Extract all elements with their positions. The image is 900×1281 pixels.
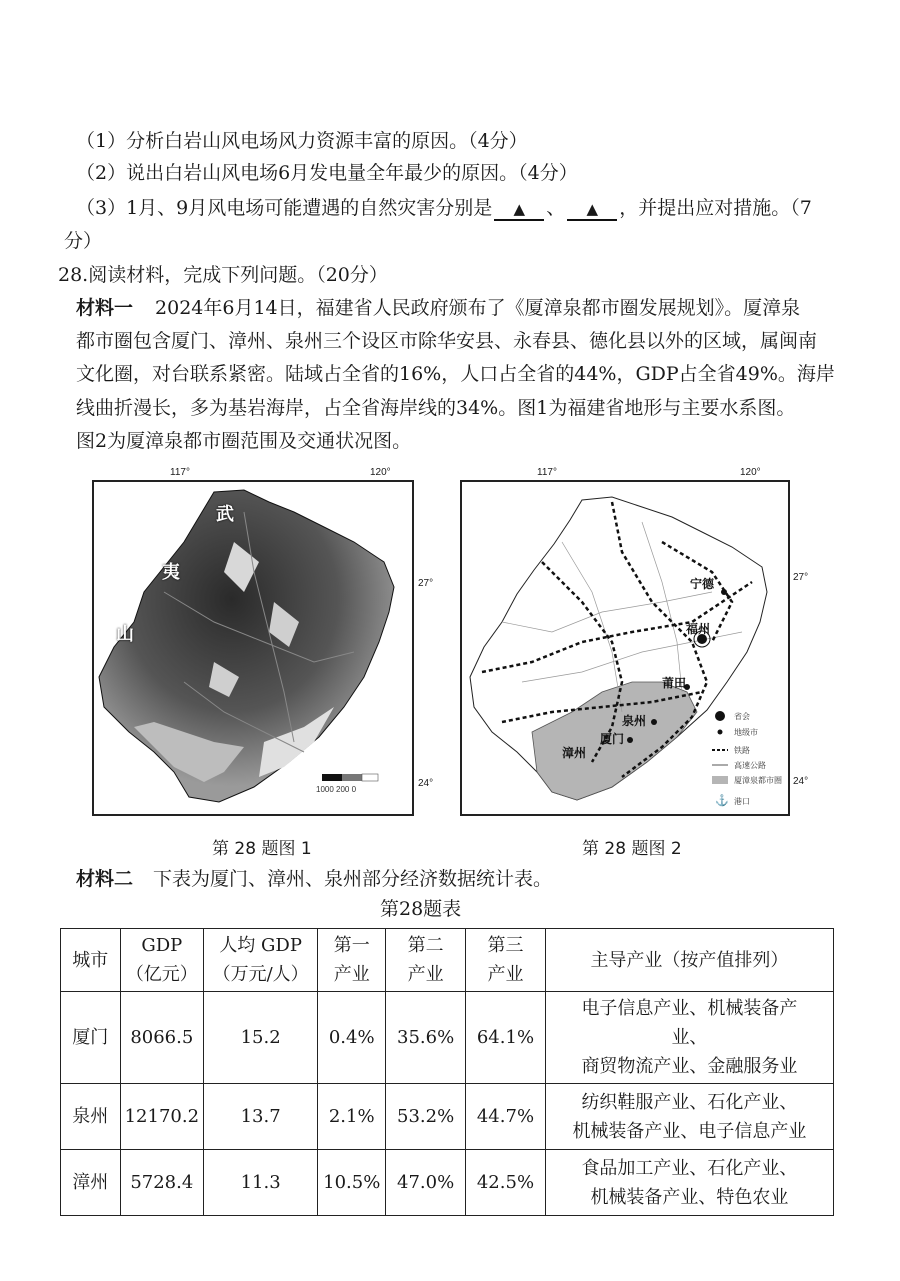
cell-secondary: 35.6%	[386, 992, 466, 1084]
city-xiamen: 厦门	[600, 732, 625, 746]
cell-secondary: 53.2%	[386, 1084, 466, 1150]
city-ningde: 宁德	[690, 577, 715, 591]
terrain-map-graphic	[94, 482, 412, 814]
material-1-line-4: 线曲折漫长，多为基岩海岸，占全省海岸线的34%。图1为福建省地形与主要水系图。	[76, 397, 796, 419]
material-2-text: 下表为厦门、漳州、泉州部分经济数据统计表。	[153, 868, 553, 890]
mountain-char-3: 山	[116, 624, 134, 645]
cell-city: 厦门	[61, 992, 121, 1084]
cell-industries: 食品加工产业、石化产业、 机械装备产业、特色农业	[545, 1150, 833, 1216]
header-leading-industries: 主导产业（按产值排列）	[545, 929, 833, 992]
cell-primary: 10.5%	[318, 1150, 386, 1216]
material-1-label: 材料一	[76, 297, 134, 319]
answer-blank-1[interactable]: ▲	[494, 199, 544, 221]
q28-heading: 28.阅读材料，完成下列问题。（20分）	[58, 264, 388, 286]
cell-secondary: 47.0%	[386, 1150, 466, 1216]
table-title: 第28题表	[380, 898, 462, 920]
table-row	[61, 992, 834, 1084]
legend-metro-area: 厦漳泉都市圈	[734, 776, 782, 785]
header-gdp: GDP （亿元）	[120, 929, 203, 992]
question-1: （1）分析白岩山风电场风力资源丰富的原因。（4分）	[76, 130, 528, 152]
table-header-row	[61, 929, 834, 992]
cell-per-capita: 15.2	[204, 992, 318, 1084]
answer-blank-2[interactable]: ▲	[567, 199, 617, 221]
map1-lon-left: 117°	[170, 467, 190, 478]
svg-text:⚓: ⚓	[715, 794, 729, 807]
map2-caption: 第 28 题图 2	[582, 839, 682, 859]
material-1-text: 2024年6月14日，福建省人民政府颁布了《厦漳泉都市圈发展规划》。厦漳泉	[155, 297, 801, 319]
cell-city: 泉州	[61, 1084, 121, 1150]
map1-lon-right: 120°	[370, 467, 391, 478]
cell-primary: 2.1%	[318, 1084, 386, 1150]
header-primary-industry: 第一 产业	[318, 929, 386, 992]
city-quanzhou: 泉州	[622, 714, 647, 728]
question-2: （2）说出白岩山风电场6月发电量全年最少的原因。（4分）	[76, 162, 578, 184]
cell-per-capita: 11.3	[204, 1150, 318, 1216]
question-3-separator: 、	[546, 197, 566, 219]
legend-prefecture-city: 地级市	[734, 728, 758, 737]
cell-tertiary: 44.7%	[466, 1084, 546, 1150]
question-3-text: （3）1月、9月风电场可能遭遇的自然灾害分别是	[76, 197, 493, 219]
question-3-text-end: ，并提出应对措施。（7	[619, 197, 812, 219]
cell-tertiary: 42.5%	[466, 1150, 546, 1216]
mountain-char-1: 武	[216, 504, 234, 525]
material-1-line-1	[76, 295, 800, 321]
legend-port: 港口	[734, 797, 750, 806]
city-putian: 莆田	[662, 676, 687, 690]
cell-per-capita: 13.7	[204, 1084, 318, 1150]
map1-lat-top: 27°	[418, 578, 434, 589]
header-tertiary-industry: 第三 产业	[466, 929, 546, 992]
cell-gdp: 12170.2	[120, 1084, 203, 1150]
cell-city: 漳州	[61, 1150, 121, 1216]
scale-labels: 1000 200 0	[316, 785, 357, 794]
map2-lat-bottom: 24°	[793, 776, 809, 787]
material-2-label: 材料二	[76, 868, 134, 890]
terrain-map	[92, 480, 414, 816]
legend-railway: 铁路	[734, 746, 750, 755]
cell-gdp: 5728.4	[120, 1150, 203, 1216]
question-3	[76, 195, 812, 221]
cell-industries: 电子信息产业、机械装备产 业、 商贸物流产业、金融服务业	[545, 992, 833, 1084]
cell-gdp: 8066.5	[120, 992, 203, 1084]
question-3-continued: 分）	[64, 230, 103, 252]
map2-lon-left: 117°	[537, 467, 557, 478]
header-per-capita-gdp: 人均 GDP （万元/人）	[204, 929, 318, 992]
material-1-line-5: 图2为厦漳泉都市圈范围及交通状况图。	[76, 430, 412, 452]
material-1-line-3: 文化圈，对台联系紧密。陆域占全省的16%，人口占全省的44%，GDP占全省49%。海岸	[76, 363, 835, 385]
header-secondary-industry: 第二 产业	[386, 929, 466, 992]
cell-primary: 0.4%	[318, 992, 386, 1084]
mountain-char-2: 夷	[162, 562, 180, 583]
table-row	[61, 1150, 834, 1216]
cell-industries: 纺织鞋服产业、石化产业、 机械装备产业、电子信息产业	[545, 1084, 833, 1150]
material-1-line-2: 都市圈包含厦门、漳州、泉州三个设区市除华安县、永春县、德化县以外的区域，属闽南	[76, 330, 818, 352]
legend-provincial-capital: 省会	[734, 712, 750, 721]
transport-map	[460, 480, 790, 816]
map1-lat-bottom: 24°	[418, 778, 434, 789]
map1-caption: 第 28 题图 1	[212, 839, 312, 859]
city-zhangzhou: 漳州	[562, 746, 587, 760]
cell-tertiary: 64.1%	[466, 992, 546, 1084]
legend-highway: 高速公路	[734, 761, 766, 770]
table-row	[61, 1084, 834, 1150]
city-fuzhou: 福州	[686, 622, 711, 636]
map2-lat-top: 27°	[793, 572, 809, 583]
material-2	[76, 866, 552, 892]
map2-lon-right: 120°	[740, 467, 761, 478]
header-city: 城市	[61, 929, 121, 992]
economic-data-table	[60, 928, 834, 1216]
